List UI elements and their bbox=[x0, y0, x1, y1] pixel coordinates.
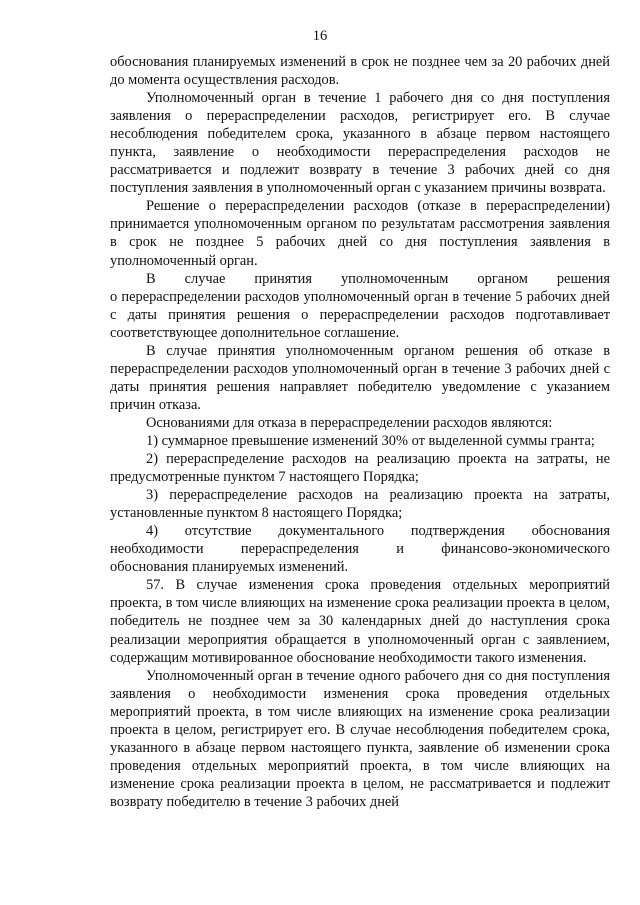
word: 4) bbox=[146, 523, 158, 540]
word: В bbox=[146, 270, 156, 287]
word: перераспределения bbox=[240, 541, 359, 558]
word: обоснования bbox=[531, 523, 610, 540]
paragraph-57: 57. В случае изменения срока проведения отдельных мероприятий проекта, в том числе влияющих на изменение срока реализации проекта в целом, победитель не позднее чем за 30 календарных дней до наступления срока реализации мероприятия обращается в уполномоченный орган с заявлением, содержащим мотивированное обоснование необходимости такого изменения. bbox=[110, 577, 610, 666]
word: подтверждения bbox=[410, 523, 505, 540]
paragraph-acceptance-first-line bbox=[110, 270, 610, 288]
list-item-2: 2) перераспределение расходов на реализацию проекта на затраты, не предусмотренные пунктом 7 настоящего Порядка; bbox=[110, 451, 610, 486]
paragraph-registration: Уполномоченный орган в течение 1 рабочего дня со дня поступления заявления о перераспределении расходов, регистрирует его. В случае несоблюдения победителем срока, указанного в абзаце первом настоящего пункта, заявление о необходимости перераспределения расходов не рассматривается и подлежит возврату в течение 3 рабочих дней со дня поступления заявления в уполномоченный орган с указанием причины возврата. bbox=[110, 90, 610, 197]
word: случае bbox=[184, 270, 226, 287]
word: и bbox=[396, 541, 404, 558]
list-item-3: 3) перераспределение расходов на реализацию проекта на затраты, установленные пунктом 8 настоящего Порядка; bbox=[110, 487, 610, 522]
word: необходимости bbox=[110, 541, 204, 558]
paragraph-refusal: В случае принятия уполномоченным органом решения об отказе в перераспределении расходов уполномоченный орган в течение 3 рабочих дней с даты принятия решения направляет победителю уведомление с указанием причин отказа. bbox=[110, 342, 610, 413]
paragraph-decision: Решение о перераспределении расходов (отказе в перераспределении) принимается уполномоченным органом по результатам рассмотрения заявления в срок не позднее 5 рабочих дней со дня поступления заявления в уполномоченный орган. bbox=[110, 198, 610, 269]
list-item-1: 1) суммарное превышение изменений 30% от выделенной суммы гранта; bbox=[146, 432, 595, 449]
list-item-4-line-2 bbox=[110, 540, 610, 558]
list-item-4-line-1 bbox=[110, 522, 610, 540]
paragraph-refusal-grounds: Основаниями для отказа в перераспределении расходов являются: bbox=[146, 414, 553, 431]
list-item-4-line-3: обоснования планируемых изменений. bbox=[110, 559, 349, 576]
word: органом bbox=[477, 270, 528, 287]
paragraph-continuation: обоснования планируемых изменений в срок не позднее чем за 20 рабочих дней до момента осуществления расходов. bbox=[110, 54, 610, 89]
word: финансово-экономического bbox=[441, 541, 610, 558]
word: принятия bbox=[254, 270, 312, 287]
page-number: 16 bbox=[312, 28, 328, 44]
document-body bbox=[110, 53, 610, 811]
word: документального bbox=[278, 523, 385, 540]
word: отсутствие bbox=[184, 523, 252, 540]
paragraph-date-change-registration: Уполномоченный орган в течение одного рабочего дня со дня поступления заявления о необходимости изменения срока проведения отдельных мероприятий проекта, в том числе влияющих на изменение срока реализации проекта в целом, регистрирует его. В случае несоблюдения победителем срока, указанного в абзаце первом настоящего пункта, заявление об изменении срока проведения отдельных мероприятий проекта, в том числе влияющих на изменение срока реализации проекта в целом, не рассматривается и подлежит возврату победителю в течение 3 рабочих дней bbox=[110, 667, 610, 810]
word: уполномоченным bbox=[340, 270, 449, 287]
paragraph-acceptance-rest: о перераспределении расходов уполномоченный орган в течение 5 рабочих дней с даты принятия решения о перераспределении расходов подготавливает соответствующее дополнительное соглашение. bbox=[110, 288, 610, 341]
word: решения bbox=[556, 270, 610, 287]
